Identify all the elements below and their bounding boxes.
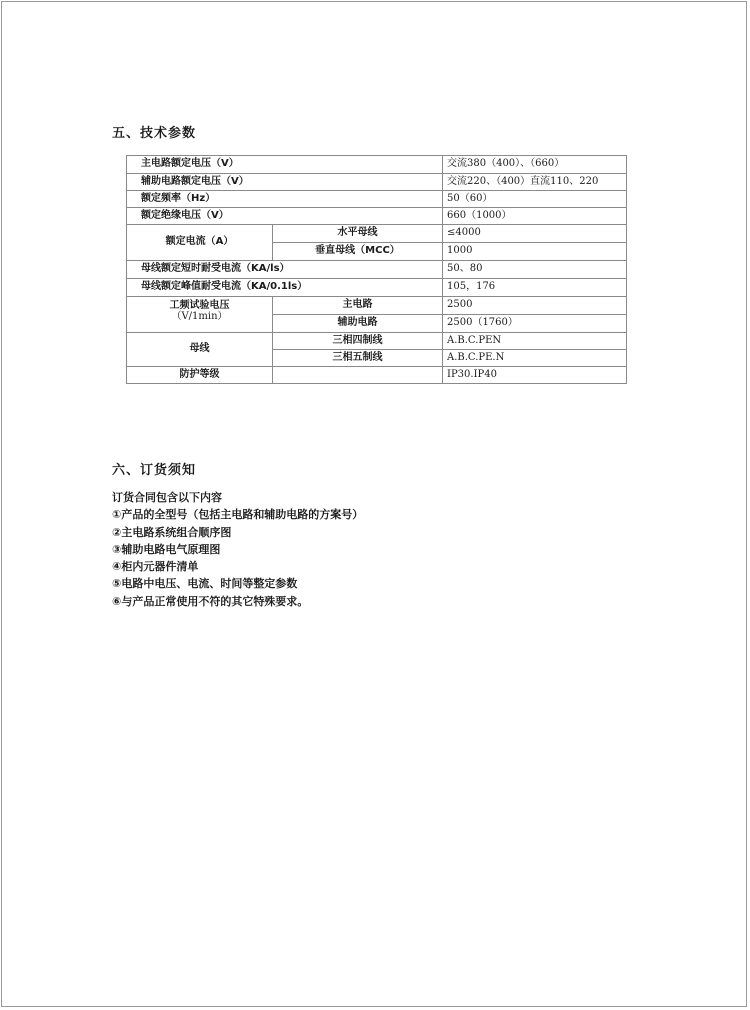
param-value: 2500（1760） xyxy=(443,315,627,333)
param-sublabel: 辅助电路 xyxy=(273,315,443,333)
param-value: 50、80 xyxy=(443,261,627,279)
param-label: 主电路额定电压（V） xyxy=(127,156,443,174)
param-value: A.B.C.PEN xyxy=(443,333,627,350)
table-row xyxy=(127,208,627,225)
table-row xyxy=(127,333,627,350)
param-value: 1000 xyxy=(443,243,627,261)
param-label: 额定电流（A） xyxy=(127,225,273,261)
param-label: 母线额定峰值耐受电流（KA/0.1ls） xyxy=(127,279,443,297)
param-label: 额定绝缘电压（V） xyxy=(127,208,443,225)
param-label: 母线额定短时耐受电流（KA/ls） xyxy=(127,261,443,279)
list-item: ④柜内元器件清单 xyxy=(112,560,199,574)
list-item: ①产品的全型号（包括主电路和辅助电路的方案号） xyxy=(112,508,364,522)
param-label: 辅助电路额定电压（V） xyxy=(127,174,443,191)
param-value: 660（1000） xyxy=(443,208,627,225)
param-value: 交流380（400）、（660） xyxy=(443,156,627,174)
table-row xyxy=(127,279,627,297)
list-item: ③辅助电路电气原理图 xyxy=(112,542,221,556)
ordering-notes-list xyxy=(112,489,363,610)
list-item: 订货合同包含以下内容 xyxy=(112,491,222,504)
table-row xyxy=(127,191,627,208)
param-value: ≤4000 xyxy=(443,225,627,243)
param-label: 母线 xyxy=(127,333,273,367)
section-title-technical-parameters: 五、技术参数 xyxy=(112,126,197,141)
technical-parameters-table xyxy=(126,155,627,384)
list-item: ⑥与产品正常使用不符的其它特殊要求。 xyxy=(112,594,309,608)
table-row xyxy=(127,261,627,279)
param-sublabel: 水平母线 xyxy=(273,225,443,243)
list-item: ②主电路系统组合顺序图 xyxy=(112,525,232,539)
table-row xyxy=(127,297,627,315)
param-value: A.B.C.PE.N xyxy=(443,350,627,367)
param-sublabel: 主电路 xyxy=(273,297,443,315)
param-value: 50（60） xyxy=(443,191,627,208)
param-sublabel: 三相四制线 xyxy=(273,333,443,350)
param-label-cell xyxy=(127,297,273,333)
param-label: 额定频率（Hz） xyxy=(127,191,443,208)
param-sublabel xyxy=(273,367,443,384)
param-value: 105，176 xyxy=(443,279,627,297)
param-label-unit: （V/1min） xyxy=(171,310,228,322)
table-row xyxy=(127,225,627,243)
table-row xyxy=(127,367,627,384)
table-row xyxy=(127,174,627,191)
list-item: ⑤电路中电压、电流、时间等整定参数 xyxy=(112,577,298,591)
param-label: 工频试验电压 xyxy=(169,300,230,311)
param-value: 2500 xyxy=(443,297,627,315)
param-sublabel: 垂直母线（MCC） xyxy=(273,243,443,261)
param-value: IP30.IP40 xyxy=(443,367,627,384)
param-label: 防护等级 xyxy=(127,367,273,384)
param-value: 交流220、（400）直流110、220 xyxy=(443,174,627,191)
section-title-ordering-notes: 六、订货须知 xyxy=(112,463,197,478)
param-sublabel: 三相五制线 xyxy=(273,350,443,367)
table-row xyxy=(127,156,627,174)
